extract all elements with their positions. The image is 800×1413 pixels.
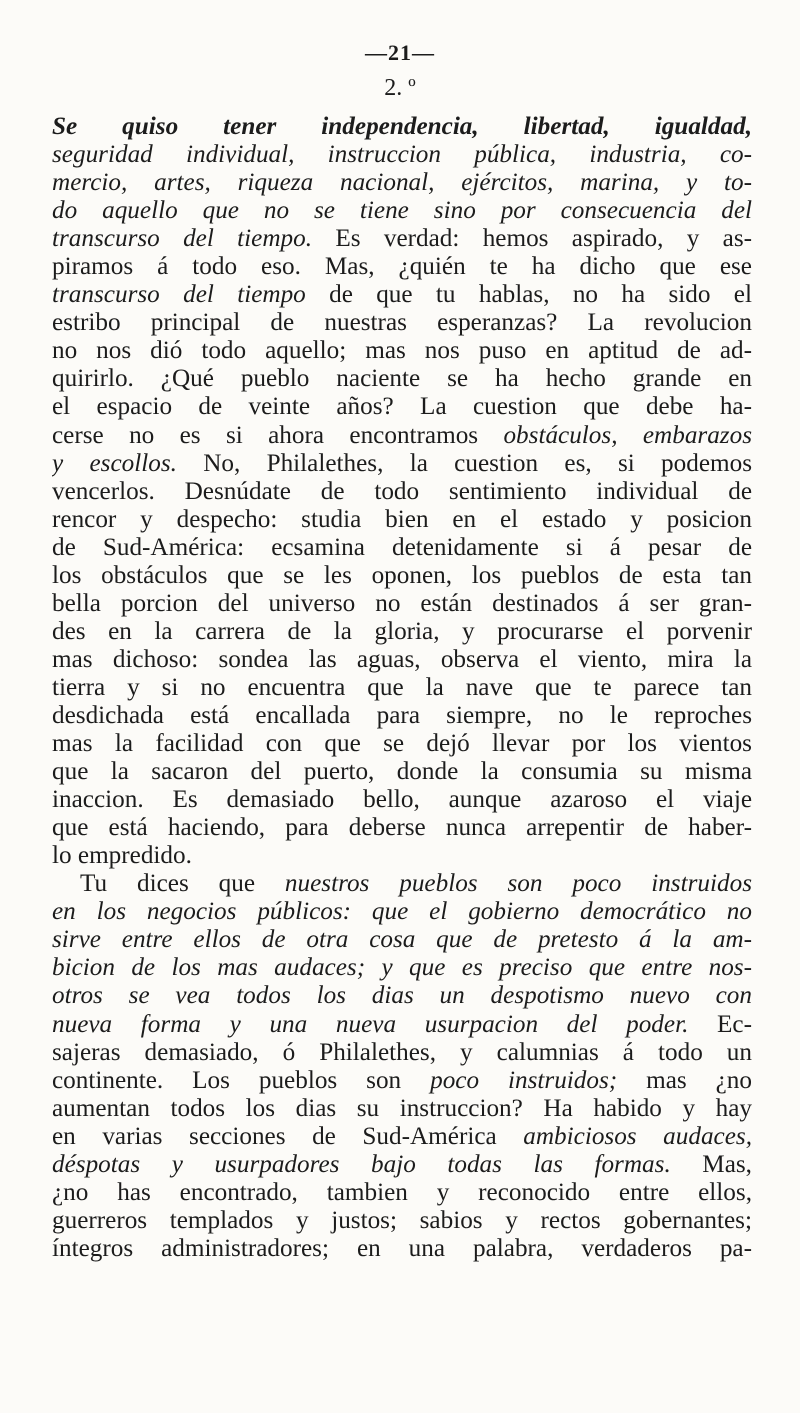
text-segment: en los negocios públicos: que el gobierno democrático no xyxy=(52,898,752,926)
text-segment: obstáculos, embarazos xyxy=(503,421,752,449)
text-segment: lo empredido. xyxy=(52,842,192,870)
text-segment: nueva forma y una nueva usurpacion del poder. xyxy=(52,1010,689,1038)
text-line xyxy=(52,534,752,562)
text-line xyxy=(52,926,752,954)
text-segment: guerreros templados y justos; sabios y rectos gobernantes; xyxy=(52,1206,752,1234)
text-segment: bella porcion del universo no están destinados á ser gran- xyxy=(52,589,752,617)
text-segment: inaccion. Es demasiado bello, aunque azaroso el viaje xyxy=(52,786,752,814)
text-segment: y escollos. xyxy=(52,449,177,477)
text-segment: estribo principal de nuestras esperanzas? La revolucion xyxy=(52,309,752,337)
text-line xyxy=(52,478,752,506)
text-line xyxy=(52,393,752,421)
text-segment: los obstáculos que se les oponen, los pueblos de esta tan xyxy=(52,561,752,589)
text-segment: que está haciendo, para deberse nunca arrepentir de haber- xyxy=(52,814,752,842)
text-segment: Es verdad: hemos aspirado, y as- xyxy=(312,225,752,253)
text-segment: de que tu hablas, no ha sido el xyxy=(305,281,752,309)
text-segment: nuestros pueblos son poco instruidos xyxy=(284,870,752,898)
text-line xyxy=(52,169,752,197)
text-line xyxy=(52,281,752,309)
text-segment: desdichada está encallada para siempre, no le reproches xyxy=(52,701,752,729)
text-segment: do aquello que no se tiene sino por consecuencia del xyxy=(52,197,752,225)
text-segment: que la sacaron del puerto, donde la consumia su misma xyxy=(52,758,752,786)
text-segment: mercio, artes, riqueza nacional, ejércitos, marina, y to- xyxy=(52,169,752,197)
text-line xyxy=(52,1095,752,1123)
text-segment: sirve entre ellos de otra cosa que de pretesto á la am- xyxy=(52,926,752,954)
text-line xyxy=(52,646,752,674)
text-segment: mas la facilidad con que se dejó llevar por los vientos xyxy=(52,730,752,758)
text-line xyxy=(52,309,752,337)
text-line xyxy=(52,702,752,730)
text-line xyxy=(52,1039,752,1067)
text-line xyxy=(52,1179,752,1207)
text-segment: en varias secciones de Sud-América xyxy=(52,1122,524,1150)
text-line xyxy=(52,1151,752,1179)
text-segment: sajeras demasiado, ó Philalethes, y calumnias á todo un xyxy=(52,1038,752,1066)
text-segment: continente. Los pueblos son xyxy=(52,1066,431,1094)
text-line xyxy=(52,1067,752,1095)
text-line xyxy=(52,1235,752,1263)
text-line xyxy=(52,1207,752,1235)
text-segment: el espacio de veinte años? La cuestion que debe ha- xyxy=(52,393,752,421)
text-segment: tierra y si no encuentra que la nave que te parece tan xyxy=(52,673,752,701)
text-line xyxy=(52,337,752,365)
text-segment: bicion de los mas audaces; y que es preciso que entre nos- xyxy=(52,954,752,982)
text-segment: poco instruidos; xyxy=(430,1066,618,1094)
text-line xyxy=(52,253,752,281)
text-segment: cerse no es si ahora encontramos xyxy=(52,421,504,449)
text-line xyxy=(52,590,752,618)
text-line xyxy=(52,506,752,534)
text-line xyxy=(52,814,752,842)
text-segment: mas ¿no xyxy=(617,1066,752,1094)
text-line xyxy=(52,982,752,1010)
page-number: —21— xyxy=(365,40,435,65)
text-line xyxy=(52,422,752,450)
text-line xyxy=(52,730,752,758)
text-line xyxy=(52,365,752,393)
text-line xyxy=(52,562,752,590)
text-line xyxy=(52,1011,752,1039)
text-segment: otros se vea todos los dias un despotismo nuevo con xyxy=(52,982,752,1010)
text-segment: íntegros administradores; en una palabra, verdaderos pa- xyxy=(52,1234,752,1262)
text-segment: transcurso del tiempo xyxy=(52,281,306,309)
text-segment: seguridad individual, instruccion pública, industria, co- xyxy=(52,141,752,169)
text-segment: quirirlo. ¿Qué pueblo naciente se ha hecho grande en xyxy=(52,365,752,393)
text-line xyxy=(52,618,752,646)
text-segment: transcurso del tiempo. xyxy=(52,225,313,253)
text-line xyxy=(52,674,752,702)
text-segment: Mas, xyxy=(670,1150,752,1178)
text-segment: rencor y despecho: studia bien en el estado y posicion xyxy=(52,505,752,533)
text-line xyxy=(52,1123,752,1151)
text-line xyxy=(52,954,752,982)
text-segment: Se quiso tener independencia, libertad, igualdad, xyxy=(52,113,752,140)
text-line xyxy=(52,197,752,225)
text-segment: mas dichoso: sondea las aguas, observa el viento, mira la xyxy=(52,645,752,673)
body-text xyxy=(52,113,752,1263)
text-line xyxy=(52,225,752,253)
text-segment: vencerlos. Desnúdate de todo sentimiento individual de xyxy=(52,477,752,505)
text-line xyxy=(52,113,752,141)
text-line xyxy=(52,898,752,926)
text-segment: no nos dió todo aquello; mas nos puso en aptitud de ad- xyxy=(52,337,752,365)
text-segment: des en la carrera de la gloria, y procurarse el porvenir xyxy=(52,617,752,645)
text-segment: ¿no has encontrado, tambien y reconocido entre ellos, xyxy=(52,1178,752,1206)
section-number: 2. º xyxy=(384,75,416,101)
text-line xyxy=(52,141,752,169)
text-segment: ambiciosos audaces, xyxy=(523,1122,752,1150)
text-segment: piramos á todo eso. Mas, ¿quién te ha dicho que ese xyxy=(52,253,752,281)
text-segment: Ec- xyxy=(688,1010,752,1038)
text-segment: aumentan todos los dias su instruccion? Ha habido y hay xyxy=(52,1094,752,1122)
text-line xyxy=(52,758,752,786)
text-line xyxy=(52,786,752,814)
text-segment: déspotas y usurpadores bajo todas las formas. xyxy=(52,1150,671,1178)
text-segment: Tu dices que xyxy=(80,870,285,898)
text-segment: No, Philalethes, la cuestion es, si podemos xyxy=(176,449,752,477)
text-line xyxy=(52,450,752,478)
text-line xyxy=(52,842,752,870)
text-segment: de Sud-América: ecsamina detenidamente si á pesar de xyxy=(52,533,752,561)
text-line xyxy=(52,870,752,898)
